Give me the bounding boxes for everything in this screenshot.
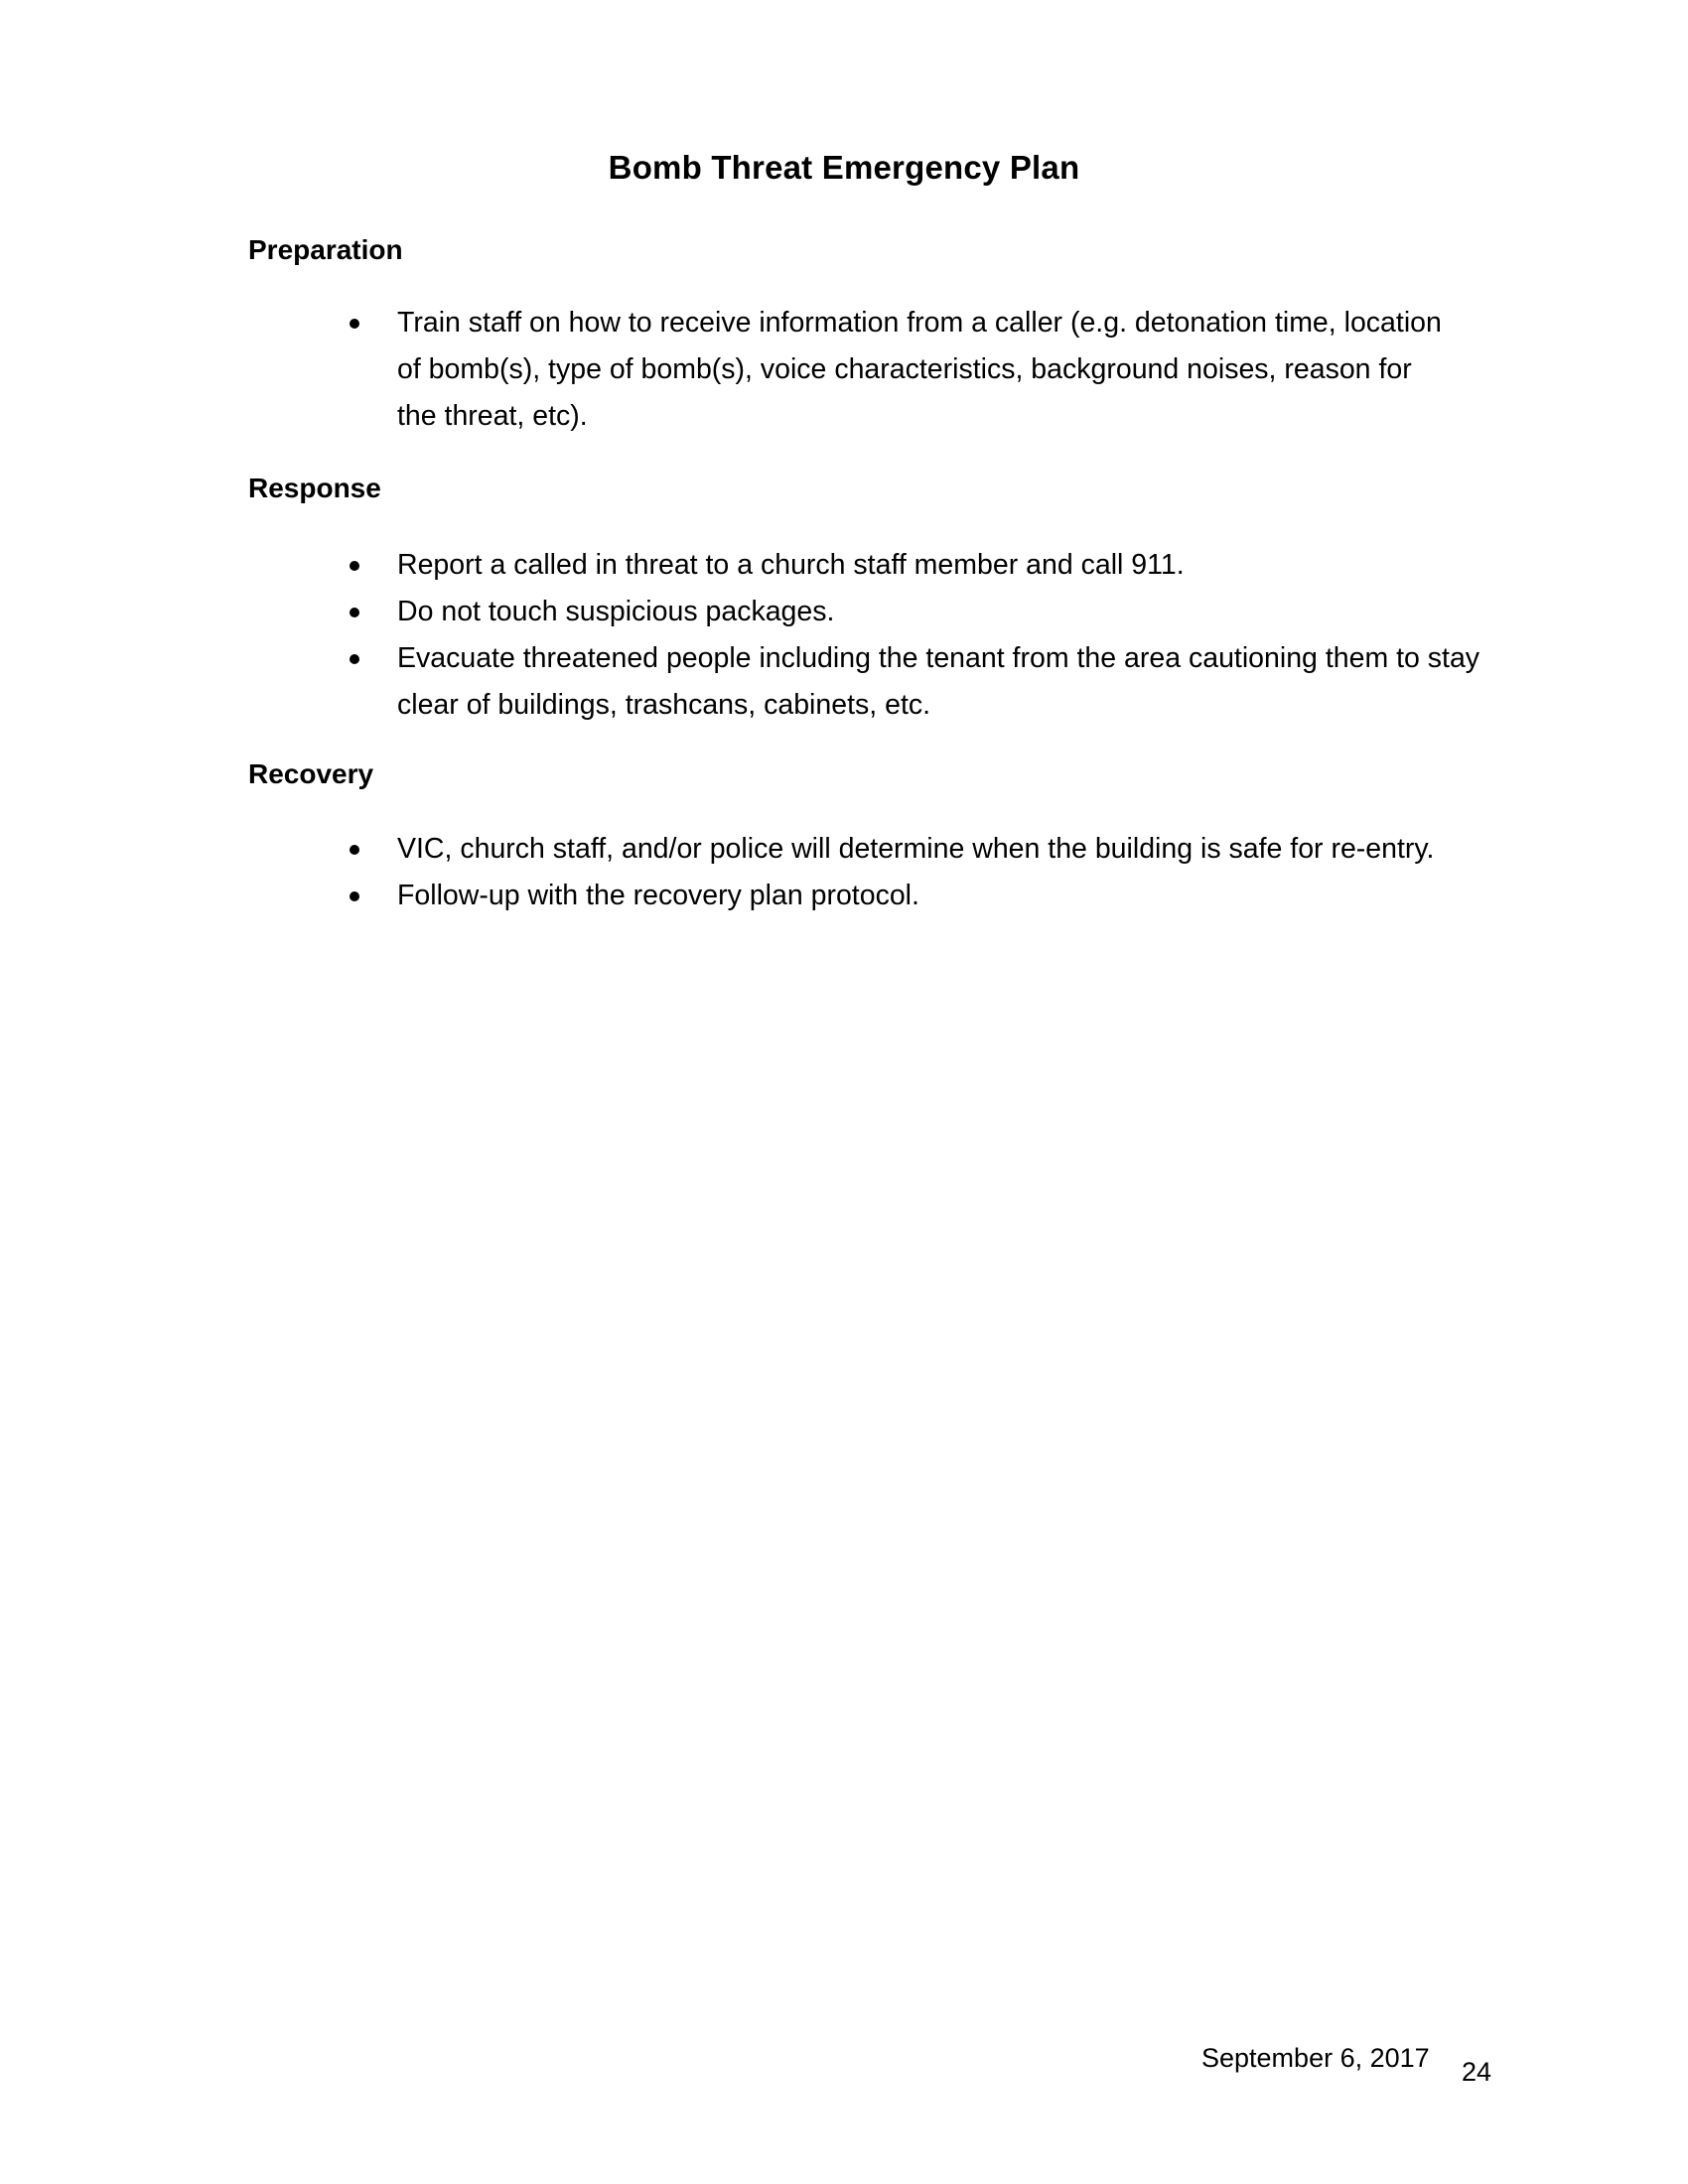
section-heading-response: Response: [248, 473, 381, 503]
footer-date: September 6, 2017: [1201, 2043, 1430, 2073]
list-item: [248, 826, 1450, 873]
section-heading-preparation: Preparation: [248, 234, 403, 265]
list-item: [248, 300, 1450, 440]
page-title: Bomb Threat Emergency Plan: [608, 149, 1080, 186]
list-item: [248, 873, 1450, 919]
list-item-text: Follow-up with the recovery plan protocol.: [397, 880, 919, 911]
bullet-icon: [350, 319, 359, 329]
section-heading-recovery: Recovery: [248, 758, 374, 789]
bullet-icon: [350, 561, 359, 571]
list-item: [248, 542, 1489, 589]
response-list: [248, 542, 1489, 729]
list-item: [248, 635, 1489, 729]
bullet-icon: [350, 654, 359, 664]
preparation-list: [248, 300, 1450, 440]
recovery-list: [248, 826, 1450, 919]
list-item-text: Train staff on how to receive information from a caller (e.g. detonation time, location of bomb(s), type of bomb(s), voice characteristics, background noises, reason for the threat, etc).: [397, 307, 1442, 432]
list-item-text: Do not touch suspicious packages.: [397, 596, 835, 627]
list-item-text: VIC, church staff, and/or police will determine when the building is safe for re-entry.: [397, 833, 1435, 865]
bullet-icon: [350, 608, 359, 617]
list-item-text: Evacuate threatened people including the tenant from the area cautioning them to stay clear of buildings, trashcans, cabinets, etc.: [397, 642, 1480, 721]
page-number: 24: [1462, 2057, 1492, 2087]
list-item-text: Report a called in threat to a church staff member and call 911.: [397, 549, 1185, 581]
bullet-icon: [350, 891, 359, 901]
bullet-icon: [350, 845, 359, 855]
list-item: [248, 589, 1489, 635]
